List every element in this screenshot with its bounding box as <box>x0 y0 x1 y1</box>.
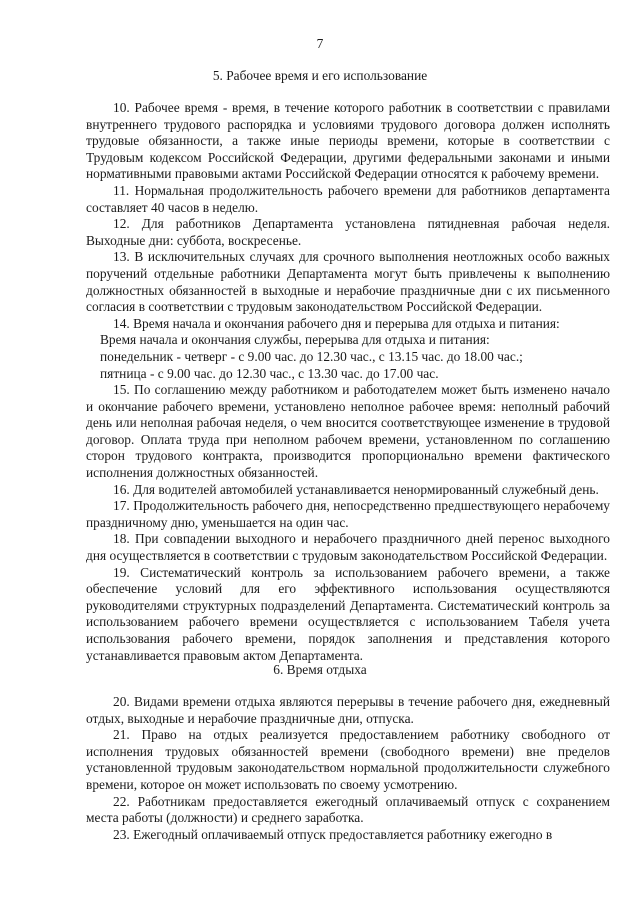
section-5-body <box>86 100 610 664</box>
paragraph-10: 10. Рабочее время - время, в течение которого работник в соответствии с правилами внутреннего трудового распорядка и условиями трудового договора должен исполнять трудовые обязанности, а также иные периоды времени, которые в соответствии с Трудовым кодексом Российской Федерации, другими федеральными законами и иными нормативными правовыми актами Российской Федерации относятся к рабочему времени. <box>86 100 610 182</box>
paragraph-12: 12. Для работников Департамента установлена пятидневная рабочая неделя. Выходные дни: суббота, воскресенье. <box>86 216 610 248</box>
paragraph-16: 16. Для водителей автомобилей устанавливается ненормированный служебный день. <box>113 481 599 497</box>
schedule-heading: Время начала и окончания службы, перерыва для отдыха и питания: <box>100 332 490 348</box>
paragraph-19: 19. Систематический контроль за использованием рабочего времени, а также обеспечение условий для его эффективного использования осуществляются руководителями структурных подразделений Департамента. Систематический контроль за использованием рабочего времени осуществляется с использованием Табеля учета использования рабочего времени, порядок заполнения и представления которого устанавливается правовым актом Департамента. <box>86 564 610 663</box>
paragraph-21: 21. Право на отдых реализуется предоставлением работнику свободного от исполнения трудовых обязанностей времени (свободного времени) вне пределов установленной трудовым законодательством нормальной продолжительности служебного времени, которое он может использовать по своему усмотрению. <box>86 727 610 792</box>
paragraph-14: 14. Время начала и окончания рабочего дня и перерыва для отдыха и питания: <box>113 315 560 331</box>
paragraph-17: 17. Продолжительность рабочего дня, непосредственно предшествующего нерабочему праздничному дню, уменьшается на один час. <box>86 498 610 530</box>
page-number: 7 <box>316 36 324 51</box>
section-6-title: 6. Время отдыха <box>273 662 367 677</box>
section-5-title: 5. Рабочее время и его использование <box>212 68 428 83</box>
paragraph-11: 11. Нормальная продолжительность рабочего времени для работников департамента составляет 40 часов в неделю. <box>86 182 610 215</box>
schedule-fri: пятница - с 9.00 час. до 12.30 час., с 13.30 час. до 17.00 час. <box>100 365 439 381</box>
paragraph-22: 22. Работникам предоставляется ежегодный оплачиваемый отпуск с сохранением места работы (должности) и среднего заработка. <box>86 793 610 826</box>
paragraph-13: 13. В исключительных случаях для срочного выполнения неотложных особо важных поручений отдельные работники Департамента могут быть привлечены к выполнению должностных обязанностей в выходные и нерабочие праздничные дни с их письменного согласия в соответствии с трудовым законодательством Российской Федерации. <box>86 249 610 315</box>
section-6-body <box>86 694 610 844</box>
paragraph-15: 15. По соглашению между работником и работодателем может быть изменено начало и окончание рабочего времени, установлено неполное рабочее время: неполный рабочий день или неполная рабочая неделя, о чем вносится соответствующее изменение в трудовой договор. Оплата труда при неполном рабочем времени, установленном по соглашению сторон трудового контракта, производится пропорционально времени фактического исполнения должностных обязанностей. <box>86 382 610 481</box>
schedule-mon-thu: понедельник - четверг - с 9.00 час. до 12.30 час., с 13.15 час. до 18.00 час.; <box>100 348 523 364</box>
paragraph-23: 23. Ежегодный оплачиваемый отпуск предоставляется работнику ежегодно в <box>113 826 553 842</box>
paragraph-20: 20. Видами времени отдыха являются перерывы в течение рабочего дня, ежедневный отдых, выходные и нерабочие праздничные дни, отпуска. <box>86 694 610 726</box>
paragraph-18: 18. При совпадении выходного и нерабочего праздничного дней перенос выходного дня осуществляется в соответствии с трудовым законодательством Российской Федерации. <box>86 531 610 564</box>
